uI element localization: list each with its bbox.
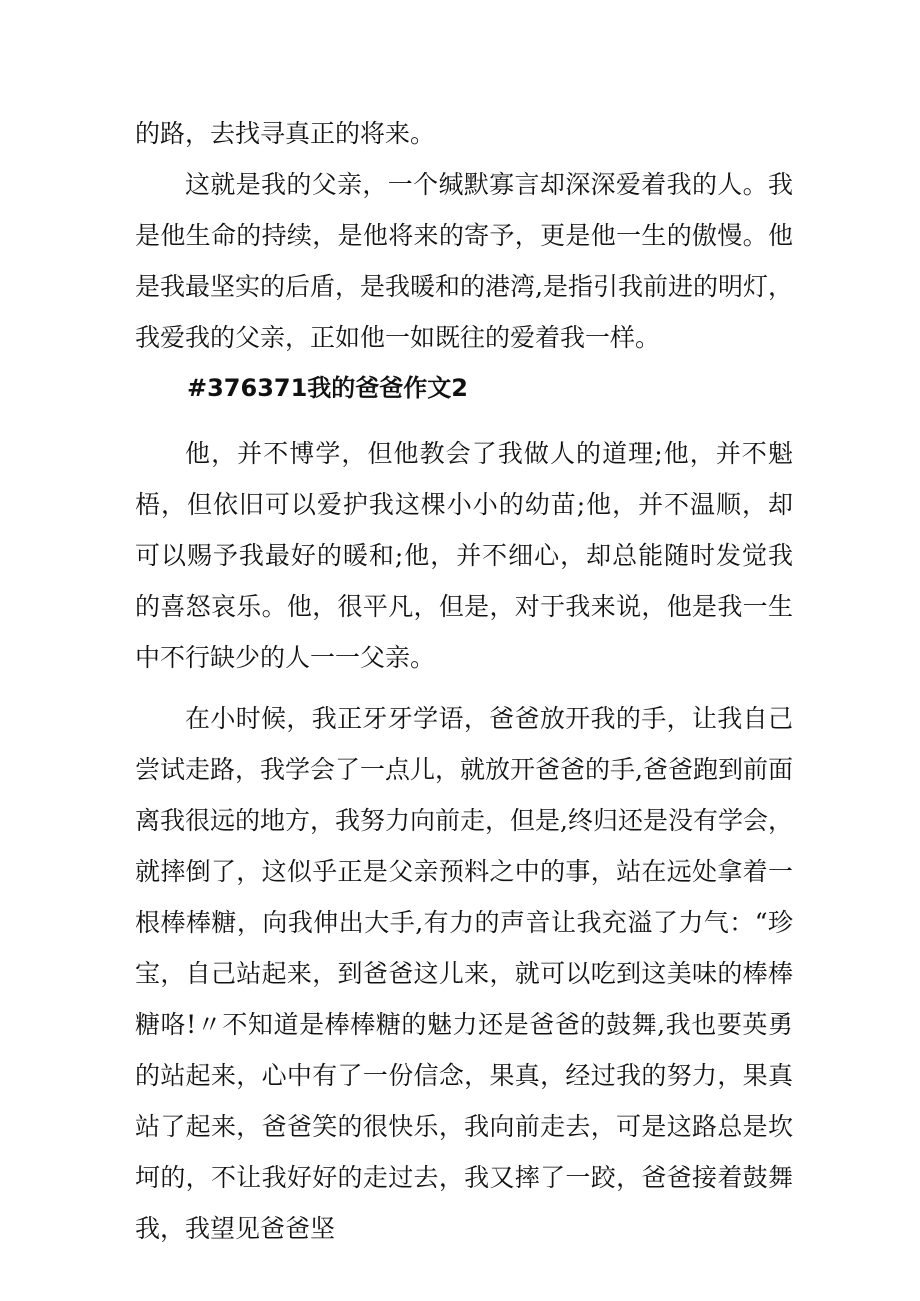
paragraph-father-description: 这就是我的父亲，一个缄默寡言却深深爱着我的人。我是他生命的持续，是他将来的寄予，更是他一生的傲慢。他是我最坚实的后盾，是我暖和的港湾,是指引我前进的明灯，我爱我的父亲，正如他一如既往的爱着我一样。 [135,170,793,352]
essay-heading: #376371我的爸爸作文2 [187,374,469,402]
document-page [135,108,793,1254]
paragraph-childhood-walking: 在小时候，我正牙牙学语，爸爸放开我的手，让我自己尝试走路，我学会了一点儿，就放开爸爸的手,爸爸跑到前面离我很远的地方，我努力向前走，但是,终归还是没有学会，就摔倒了，这似乎正是父亲预料之中的事，站在远处拿着一根棒棒糖，向我伸出大手,有力的声音让我充溢了力气：“珍宝，自己站起来，到爸爸这儿来，就可以吃到这美味的棒棒糖咯!〃不知道是棒棒糖的魅力还是爸爸的鼓舞,我也要英勇的站起来，心中有了一份信念，果真，经过我的努力，果真站了起来，爸爸笑的很快乐，我向前走去，可是这路总是坎坷的，不让我好好的走过去，我又摔了一跤，爸爸接着鼓舞我，我望见爸爸坚 [135,704,793,1243]
paragraph-continued: 的路，去找寻真正的将来。 [135,119,436,148]
paragraph-father-qualities: 他，并不博学，但他教会了我做人的道理;他，并不魁梧，但依旧可以爱护我这棵小小的幼苗;他，并不温顺，却可以赐予我最好的暖和;他，并不细心，却总能随时发觉我的喜怒哀乐。他，很平凡，但是，对于我来说，他是我一生中不行缺少的人一一父亲。 [135,439,793,672]
